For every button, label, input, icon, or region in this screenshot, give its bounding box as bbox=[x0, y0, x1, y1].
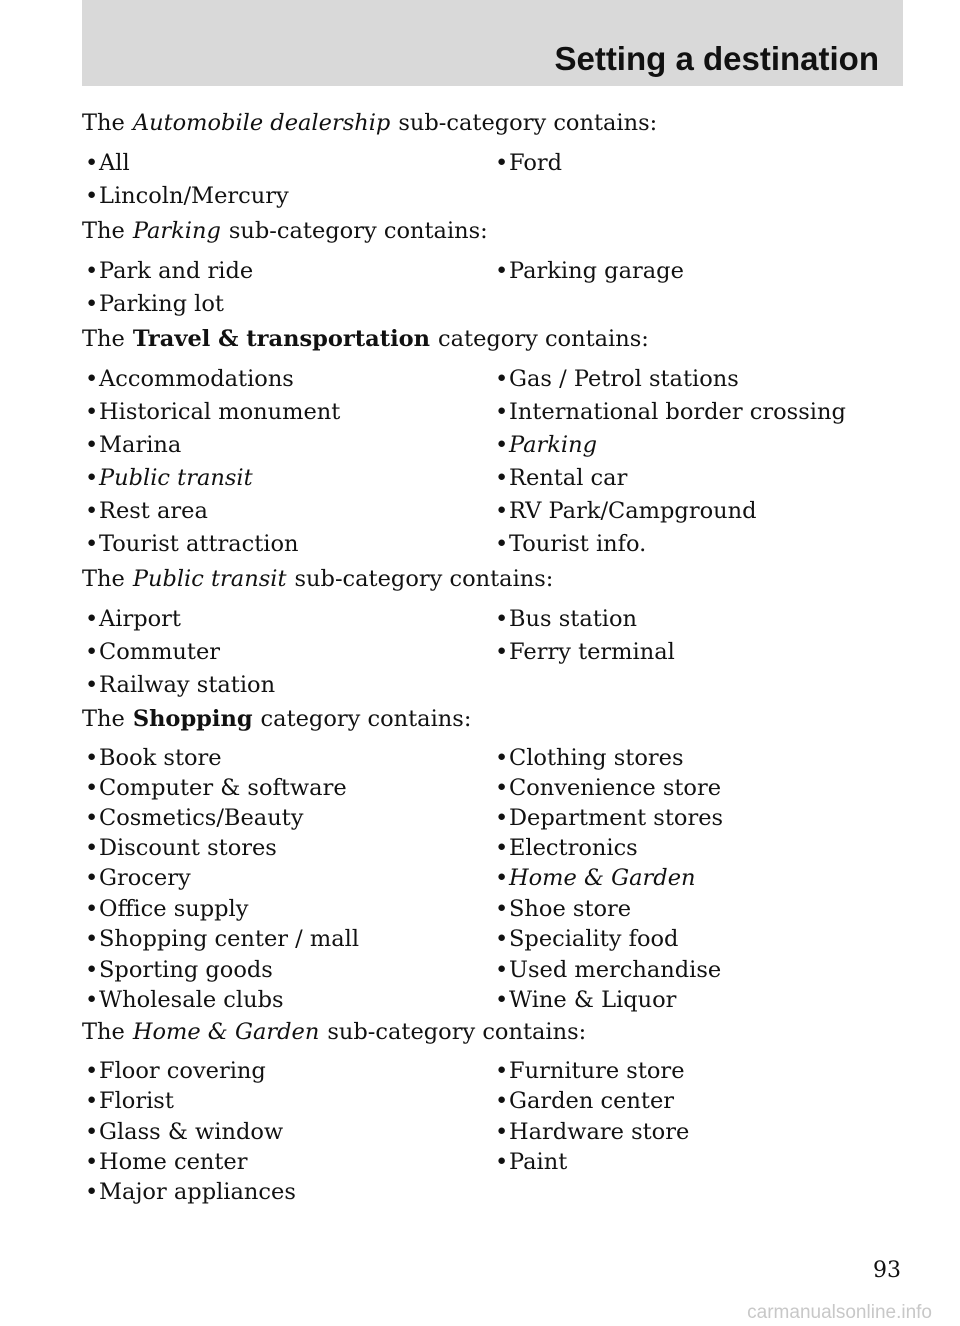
list-item-label: Used merchandise bbox=[509, 957, 722, 983]
bullet-icon: • bbox=[495, 531, 509, 557]
list-item bbox=[85, 258, 253, 284]
list-item-label: Lincoln/Mercury bbox=[99, 183, 289, 209]
section-intro bbox=[82, 1019, 586, 1045]
bullet-icon: • bbox=[85, 606, 99, 632]
watermark: carmanualsonline.info bbox=[747, 1302, 932, 1323]
list-item-label: RV Park/Campground bbox=[509, 498, 757, 524]
category-name: Home & Garden bbox=[132, 1019, 320, 1045]
section-intro bbox=[82, 218, 488, 244]
list-item bbox=[85, 957, 273, 983]
intro-prefix: The bbox=[82, 110, 125, 136]
list-item bbox=[495, 926, 678, 952]
list-item bbox=[495, 465, 627, 491]
list-item-label: All bbox=[99, 150, 130, 176]
bullet-icon: • bbox=[85, 366, 99, 392]
list-item bbox=[495, 865, 696, 891]
list-item-label: Airport bbox=[99, 606, 181, 632]
list-item-label: Discount stores bbox=[99, 835, 277, 861]
list-item bbox=[495, 531, 646, 557]
bullet-icon: • bbox=[85, 745, 99, 771]
bullet-icon: • bbox=[85, 1179, 99, 1205]
bullet-icon: • bbox=[85, 1058, 99, 1084]
bullet-icon: • bbox=[85, 150, 99, 176]
bullet-icon: • bbox=[85, 639, 99, 665]
bullet-icon: • bbox=[85, 1088, 99, 1114]
bullet-icon: • bbox=[495, 639, 509, 665]
bullet-icon: • bbox=[495, 258, 509, 284]
list-item-label: Hardware store bbox=[509, 1119, 690, 1145]
list-item-label: Tourist attraction bbox=[99, 531, 299, 557]
list-item-label: Shopping center / mall bbox=[99, 926, 360, 952]
bullet-icon: • bbox=[85, 432, 99, 458]
list-item bbox=[495, 835, 638, 861]
bullet-icon: • bbox=[85, 865, 99, 891]
list-item bbox=[85, 926, 359, 952]
list-item-label: Ferry terminal bbox=[509, 639, 675, 665]
list-item bbox=[495, 366, 739, 392]
list-item-label: Floor covering bbox=[99, 1058, 266, 1084]
list-item-label: Railway station bbox=[99, 672, 276, 698]
bullet-icon: • bbox=[495, 987, 509, 1013]
list-item-label: Accommodations bbox=[99, 366, 294, 392]
list-item bbox=[85, 531, 299, 557]
list-item bbox=[85, 606, 181, 632]
intro-prefix: The bbox=[82, 218, 125, 244]
list-item bbox=[85, 150, 130, 176]
category-name: Shopping bbox=[132, 706, 253, 732]
bullet-icon: • bbox=[495, 366, 509, 392]
bullet-icon: • bbox=[495, 1088, 509, 1114]
section-intro bbox=[82, 110, 657, 136]
bullet-icon: • bbox=[495, 150, 509, 176]
bullet-icon: • bbox=[85, 957, 99, 983]
bullet-icon: • bbox=[495, 896, 509, 922]
list-item bbox=[85, 865, 191, 891]
bullet-icon: • bbox=[85, 926, 99, 952]
bullet-icon: • bbox=[85, 399, 99, 425]
bullet-icon: • bbox=[495, 1119, 509, 1145]
intro-suffix: sub-category contains: bbox=[294, 566, 554, 592]
list-item-label: Furniture store bbox=[509, 1058, 685, 1084]
list-item-label: Home & Garden bbox=[509, 865, 696, 891]
list-item-label: Computer & software bbox=[99, 775, 347, 801]
bullet-icon: • bbox=[85, 987, 99, 1013]
bullet-icon: • bbox=[495, 606, 509, 632]
list-item bbox=[495, 399, 846, 425]
list-item-label: Parking bbox=[509, 432, 598, 458]
list-item bbox=[85, 432, 181, 458]
list-item-label: Department stores bbox=[509, 805, 724, 831]
list-item bbox=[85, 835, 277, 861]
list-item bbox=[495, 987, 676, 1013]
list-item bbox=[85, 745, 222, 771]
bullet-icon: • bbox=[85, 531, 99, 557]
section-intro bbox=[82, 706, 471, 732]
list-item-label: Shoe store bbox=[509, 896, 632, 922]
bullet-icon: • bbox=[495, 465, 509, 491]
bullet-icon: • bbox=[495, 805, 509, 831]
list-item-label: Rental car bbox=[509, 465, 628, 491]
list-item bbox=[85, 498, 208, 524]
category-name: Public transit bbox=[132, 566, 287, 592]
intro-suffix: category contains: bbox=[438, 326, 649, 352]
list-item-label: Commuter bbox=[99, 639, 221, 665]
intro-prefix: The bbox=[82, 326, 125, 352]
bullet-icon: • bbox=[495, 399, 509, 425]
bullet-icon: • bbox=[495, 835, 509, 861]
intro-suffix: sub-category contains: bbox=[327, 1019, 587, 1045]
list-item-label: Clothing stores bbox=[509, 745, 684, 771]
list-item-label: Ford bbox=[509, 150, 563, 176]
bullet-icon: • bbox=[85, 183, 99, 209]
list-item-label: Convenience store bbox=[509, 775, 722, 801]
list-item-label: Electronics bbox=[509, 835, 638, 861]
list-item-label: Parking lot bbox=[99, 291, 224, 317]
list-item-label: Wholesale clubs bbox=[99, 987, 284, 1013]
list-item bbox=[495, 498, 757, 524]
bullet-icon: • bbox=[85, 258, 99, 284]
list-item bbox=[495, 1149, 567, 1175]
intro-suffix: sub-category contains: bbox=[228, 218, 488, 244]
section-intro bbox=[82, 566, 553, 592]
bullet-icon: • bbox=[85, 775, 99, 801]
list-item-label: Office supply bbox=[99, 896, 249, 922]
list-item-label: Grocery bbox=[99, 865, 191, 891]
list-item-label: Cosmetics/Beauty bbox=[99, 805, 304, 831]
bullet-icon: • bbox=[85, 1119, 99, 1145]
bullet-icon: • bbox=[85, 291, 99, 317]
list-item-label: Home center bbox=[99, 1149, 248, 1175]
list-item-label: Speciality food bbox=[509, 926, 679, 952]
bullet-icon: • bbox=[495, 865, 509, 891]
list-item-label: Parking garage bbox=[509, 258, 684, 284]
bullet-icon: • bbox=[85, 1149, 99, 1175]
list-item-label: Rest area bbox=[99, 498, 208, 524]
list-item bbox=[495, 150, 562, 176]
list-item bbox=[85, 987, 284, 1013]
list-item bbox=[85, 775, 347, 801]
list-item bbox=[495, 745, 684, 771]
list-item bbox=[85, 896, 248, 922]
bullet-icon: • bbox=[495, 926, 509, 952]
list-item-label: Book store bbox=[99, 745, 222, 771]
intro-suffix: sub-category contains: bbox=[398, 110, 658, 136]
list-item bbox=[495, 957, 721, 983]
list-item bbox=[85, 1058, 266, 1084]
list-item-label: Paint bbox=[509, 1149, 568, 1175]
bullet-icon: • bbox=[85, 896, 99, 922]
list-item bbox=[495, 805, 723, 831]
list-item-label: Garden center bbox=[509, 1088, 675, 1114]
list-item bbox=[495, 1058, 685, 1084]
list-item bbox=[85, 1179, 296, 1205]
bullet-icon: • bbox=[495, 498, 509, 524]
page-title: Setting a destination bbox=[554, 40, 879, 77]
list-item-label: Park and ride bbox=[99, 258, 254, 284]
bullet-icon: • bbox=[495, 1058, 509, 1084]
list-item bbox=[85, 1149, 248, 1175]
bullet-icon: • bbox=[495, 1149, 509, 1175]
list-item bbox=[85, 366, 294, 392]
bullet-icon: • bbox=[495, 775, 509, 801]
intro-prefix: The bbox=[82, 706, 125, 732]
list-item bbox=[85, 1088, 174, 1114]
page-number: 93 bbox=[873, 1258, 901, 1283]
list-item bbox=[495, 1119, 689, 1145]
list-item-label: Bus station bbox=[509, 606, 638, 632]
list-item bbox=[495, 639, 675, 665]
bullet-icon: • bbox=[495, 432, 509, 458]
list-item-label: Gas / Petrol stations bbox=[509, 366, 739, 392]
bullet-icon: • bbox=[85, 498, 99, 524]
bullet-icon: • bbox=[85, 835, 99, 861]
category-name: Travel & transportation bbox=[132, 326, 431, 352]
bullet-icon: • bbox=[85, 465, 99, 491]
section-intro bbox=[82, 326, 649, 352]
intro-prefix: The bbox=[82, 566, 125, 592]
list-item bbox=[495, 896, 631, 922]
list-item-label: Wine & Liquor bbox=[509, 987, 677, 1013]
category-name: Automobile dealership bbox=[132, 110, 391, 136]
list-item-label: International border crossing bbox=[509, 399, 846, 425]
list-item bbox=[495, 606, 637, 632]
list-item-label: Major appliances bbox=[99, 1179, 296, 1205]
bullet-icon: • bbox=[85, 805, 99, 831]
bullet-icon: • bbox=[495, 745, 509, 771]
bullet-icon: • bbox=[85, 672, 99, 698]
list-item-label: Florist bbox=[99, 1088, 174, 1114]
list-item-label: Glass & window bbox=[99, 1119, 284, 1145]
intro-prefix: The bbox=[82, 1019, 125, 1045]
list-item-label: Public transit bbox=[99, 465, 253, 491]
list-item-label: Marina bbox=[99, 432, 182, 458]
list-item bbox=[495, 775, 721, 801]
bullet-icon: • bbox=[495, 957, 509, 983]
list-item-label: Sporting goods bbox=[99, 957, 273, 983]
list-item bbox=[85, 1119, 283, 1145]
category-name: Parking bbox=[132, 218, 221, 244]
list-item bbox=[85, 805, 303, 831]
list-item bbox=[85, 672, 275, 698]
list-item bbox=[85, 465, 253, 491]
list-item bbox=[85, 639, 220, 665]
list-item bbox=[495, 432, 597, 458]
list-item-label: Historical monument bbox=[99, 399, 341, 425]
list-item bbox=[85, 291, 224, 317]
intro-suffix: category contains: bbox=[260, 706, 472, 732]
header-bar bbox=[82, 0, 903, 86]
list-item bbox=[85, 399, 340, 425]
list-item bbox=[85, 183, 289, 209]
list-item bbox=[495, 258, 684, 284]
list-item-label: Tourist info. bbox=[509, 531, 647, 557]
list-item bbox=[495, 1088, 674, 1114]
